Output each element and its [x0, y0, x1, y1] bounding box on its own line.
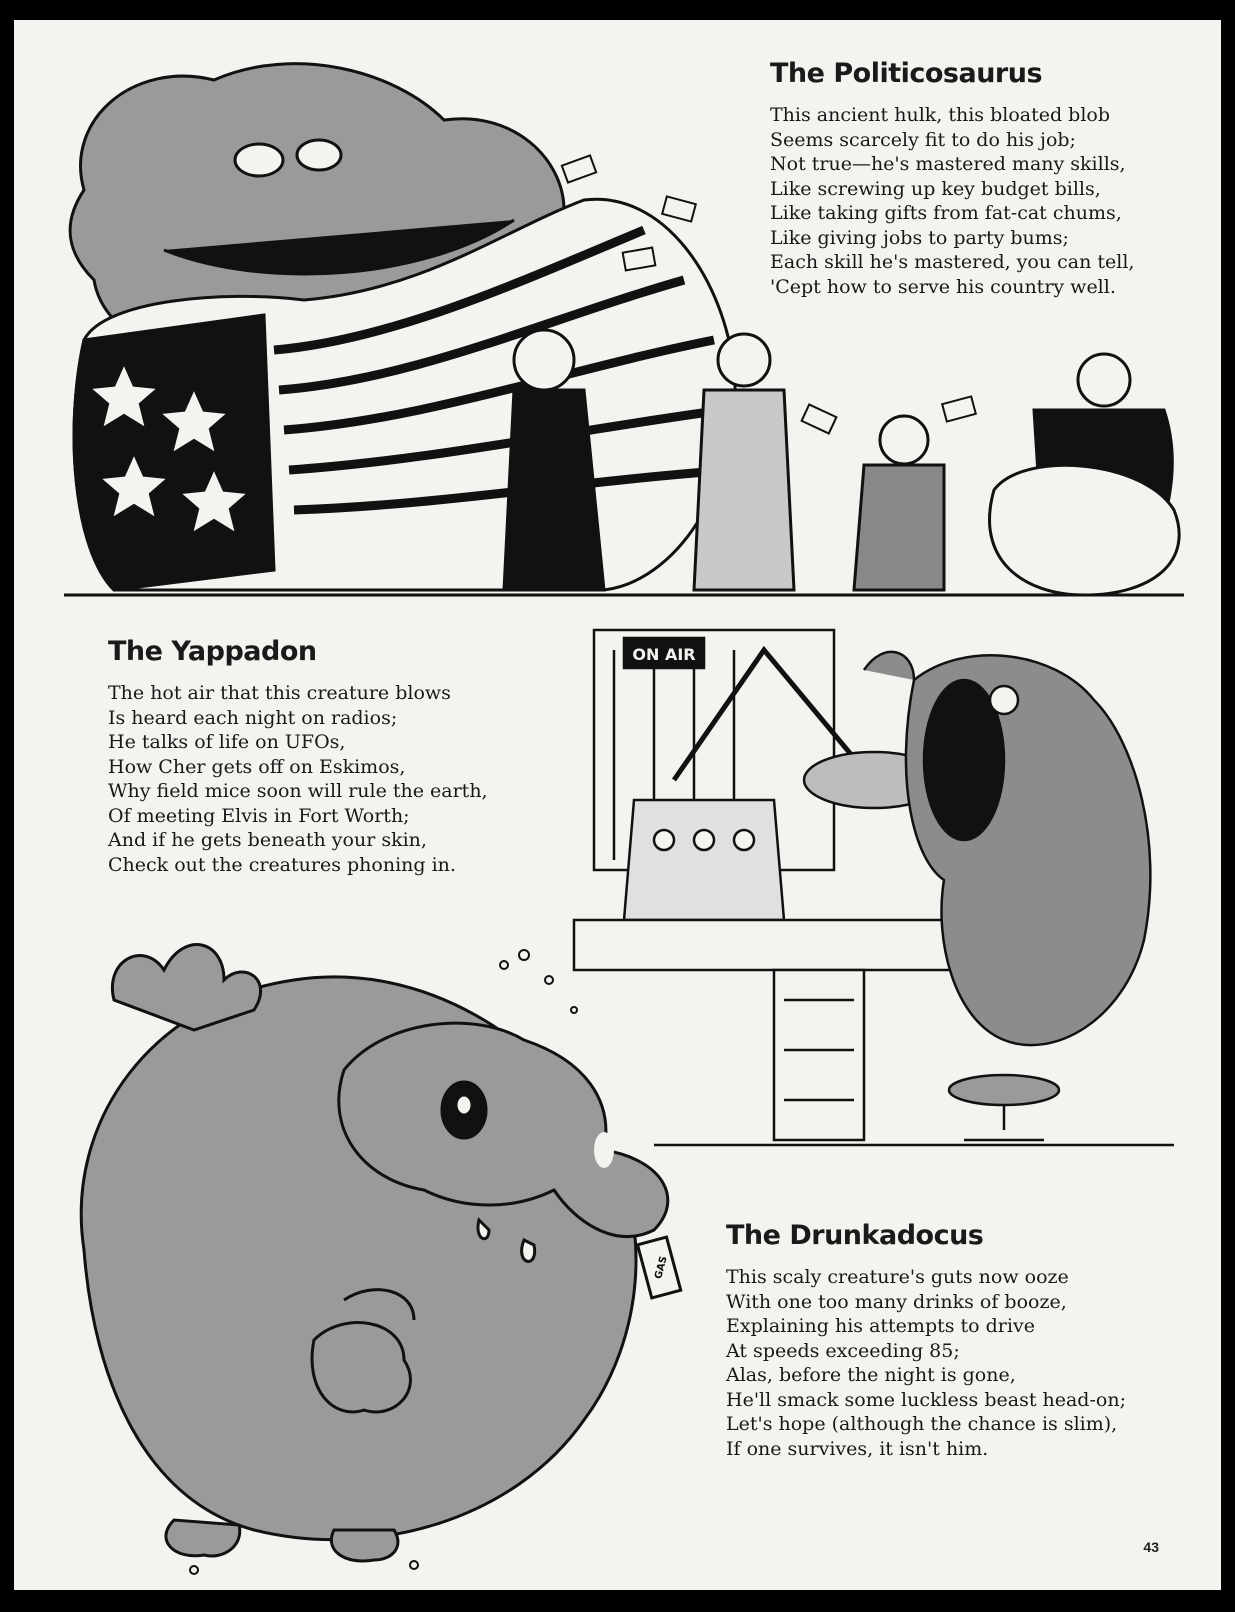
- key-tag-text: GAS: [653, 1255, 670, 1281]
- poem-line: How Cher gets off on Eskimos,: [108, 755, 406, 778]
- poem-line: Explaining his attempts to drive: [726, 1315, 1035, 1337]
- poem-line: Check out the creatures phoning in.: [108, 853, 456, 876]
- poem-title: The Yappadon: [108, 636, 317, 667]
- page-number: 43: [1143, 1539, 1159, 1555]
- poem-line: This ancient hulk, this bloated blob: [770, 104, 1111, 126]
- poem-line: The hot air that this creature blows: [108, 682, 451, 704]
- poem-line: Alas, before the night is gone,: [726, 1364, 1016, 1386]
- poem-line: Like screwing up key budget bills,: [770, 177, 1101, 200]
- poem-line: With one too many drinks of booze,: [726, 1290, 1067, 1313]
- poem-title: The Drunkadocus: [726, 1220, 984, 1251]
- poem-line: Like taking gifts from fat-cat chums,: [770, 202, 1122, 224]
- poem-line: At speeds exceeding 85;: [726, 1339, 960, 1362]
- poem-line: Why field mice soon will rule the earth,: [108, 780, 488, 802]
- poem-line: Not true—he's mastered many skills,: [770, 153, 1126, 175]
- poem-line: Seems scarcely fit to do his job;: [770, 128, 1076, 151]
- drunkadocus-illustration: [44, 920, 724, 1580]
- politicosaurus-poem: [770, 58, 1134, 299]
- poem-title: The Politicosaurus: [770, 58, 1043, 89]
- on-air-sign-text: ON AIR: [632, 645, 696, 664]
- poem-line: Is heard each night on radios;: [108, 706, 398, 729]
- poem-line: Of meeting Elvis in Fort Worth;: [108, 804, 410, 827]
- drunkadocus-poem: [726, 1220, 1126, 1461]
- poem-line: Let's hope (although the chance is slim),: [726, 1413, 1118, 1435]
- poem-line: This scaly creature's guts now ooze: [726, 1266, 1069, 1288]
- yappadon-poem: [108, 636, 488, 877]
- poem-line: He talks of life on UFOs,: [108, 731, 346, 753]
- poem-line: If one survives, it isn't him.: [726, 1437, 989, 1460]
- poem-line: Each skill he's mastered, you can tell,: [770, 251, 1135, 273]
- poem-line: Like giving jobs to party bums;: [770, 226, 1069, 249]
- poem-line: 'Cept how to serve his country well.: [770, 275, 1116, 298]
- poem-line: And if he gets beneath your skin,: [108, 829, 427, 851]
- poem-line: He'll smack some luckless beast head-on;: [726, 1388, 1126, 1411]
- drunkadocus-cartoon-icon: [81, 945, 681, 1574]
- magazine-page: [14, 20, 1221, 1590]
